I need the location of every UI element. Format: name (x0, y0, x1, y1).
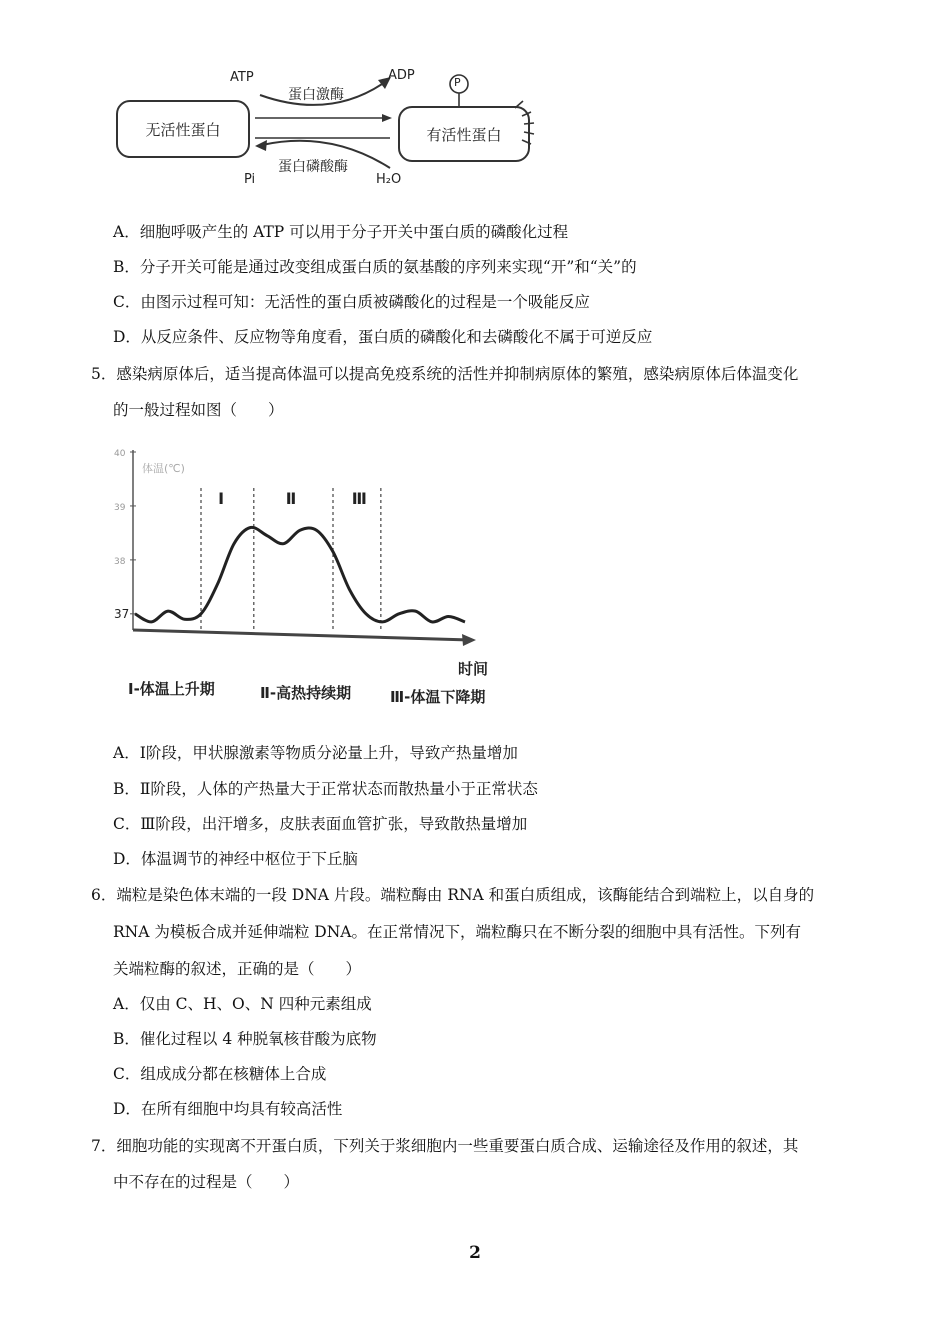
q4-option-c: C．由图示过程可知：无活性的蛋白质被磷酸化的过程是一个吸能反应 (113, 293, 590, 311)
pi-label: Pi (244, 172, 256, 187)
phase-mark-3: Ⅲ (351, 489, 367, 508)
legend-phase-2: Ⅱ-高热持续期 (260, 684, 352, 702)
inactive-protein-box: 无活性蛋白 (116, 100, 250, 158)
q5-option-d: D．体温调节的神经中枢位于下丘脑 (113, 850, 358, 868)
x-axis-arrow (462, 634, 476, 646)
q5-stem-line2: 的一般过程如图（ ） (113, 401, 284, 419)
q6-option-a: A．仅由 C、H、O、N 四种元素组成 (113, 995, 372, 1013)
q6-option-b: B．催化过程以 4 种脱氧核苷酸为底物 (113, 1030, 377, 1048)
atp-label: ATP (230, 70, 254, 85)
h2o-label: H₂O (376, 172, 402, 187)
q7-stem-line2: 中不存在的过程是（ ） (113, 1173, 300, 1191)
y-tick-label-37: 37 (114, 606, 130, 621)
q6-stem-line1: 6．端粒是染色体末端的一段 DNA 片段。端粒酶由 RNA 和蛋白质组成，该酶能结合到端粒上，以自身的 (91, 886, 815, 904)
temperature-curve (135, 527, 465, 622)
q6-stem-line3: 关端粒酶的叙述，正确的是（ ） (113, 960, 362, 978)
molecular-switch-diagram (110, 60, 570, 200)
phase-mark-1: Ⅰ (218, 489, 225, 508)
legend-phase-3: Ⅲ-体温下降期 (390, 688, 486, 706)
y-tick-label-40: 40 (114, 449, 126, 459)
kinase-label: 蛋白激酶 (288, 87, 344, 103)
q6-stem-line2: RNA 为模板合成并延伸端粒 DNA。在正常情况下，端粒酶只在不断分裂的细胞中具有活性。下列有 (113, 923, 801, 941)
q5-stem-line1: 5．感染病原体后，适当提高体温可以提高免疫系统的活性并抑制病原体的繁殖，感染病原体后体温变化 (91, 365, 799, 383)
active-protein-box: 有活性蛋白 (398, 106, 530, 162)
q6-option-d: D．在所有细胞中均具有较高活性 (113, 1100, 343, 1118)
y-tick-label-39: 39 (114, 502, 126, 513)
legend-phase-1: Ⅰ-体温上升期 (128, 680, 215, 698)
y-tick-label-38: 38 (114, 556, 126, 567)
q4-option-b: B．分子开关可能是通过改变组成蛋白质的氨基酸的序列来实现“开”和“关”的 (113, 258, 637, 276)
q4-option-a: A．细胞呼吸产生的 ATP 可以用于分子开关中蛋白质的磷酸化过程 (113, 223, 569, 241)
phosphate-label: P (454, 76, 461, 89)
adp-label: ADP (388, 68, 415, 83)
switch-arrows (110, 60, 570, 200)
phosphatase-label: 蛋白磷酸酶 (278, 159, 348, 175)
x-axis-label: 时间 (458, 660, 489, 678)
q7-stem-line1: 7．细胞功能的实现离不开蛋白质，下列关于浆细胞内一些重要蛋白质合成、运输途径及作用的叙述，其 (91, 1137, 799, 1155)
q4-option-d: D．从反应条件、反应物等角度看，蛋白质的磷酸化和去磷酸化不属于可逆反应 (113, 328, 653, 346)
x-axis (133, 630, 470, 640)
phase-mark-2: Ⅱ (285, 489, 297, 508)
page-number: 2 (469, 1243, 481, 1263)
q5-option-b: B．Ⅱ阶段，人体的产热量大于正常状态而散热量小于正常状态 (113, 780, 538, 798)
y-axis-label: 体温(℃) (142, 462, 185, 475)
temperature-chart (110, 440, 530, 720)
q6-option-c: C．组成成分都在核糖体上合成 (113, 1065, 327, 1083)
q5-option-a: A．Ⅰ阶段，甲状腺激素等物质分泌量上升，导致产热量增加 (113, 744, 518, 762)
q5-option-c: C．Ⅲ阶段，出汗增多，皮肤表面血管扩张，导致散热量增加 (113, 815, 528, 833)
